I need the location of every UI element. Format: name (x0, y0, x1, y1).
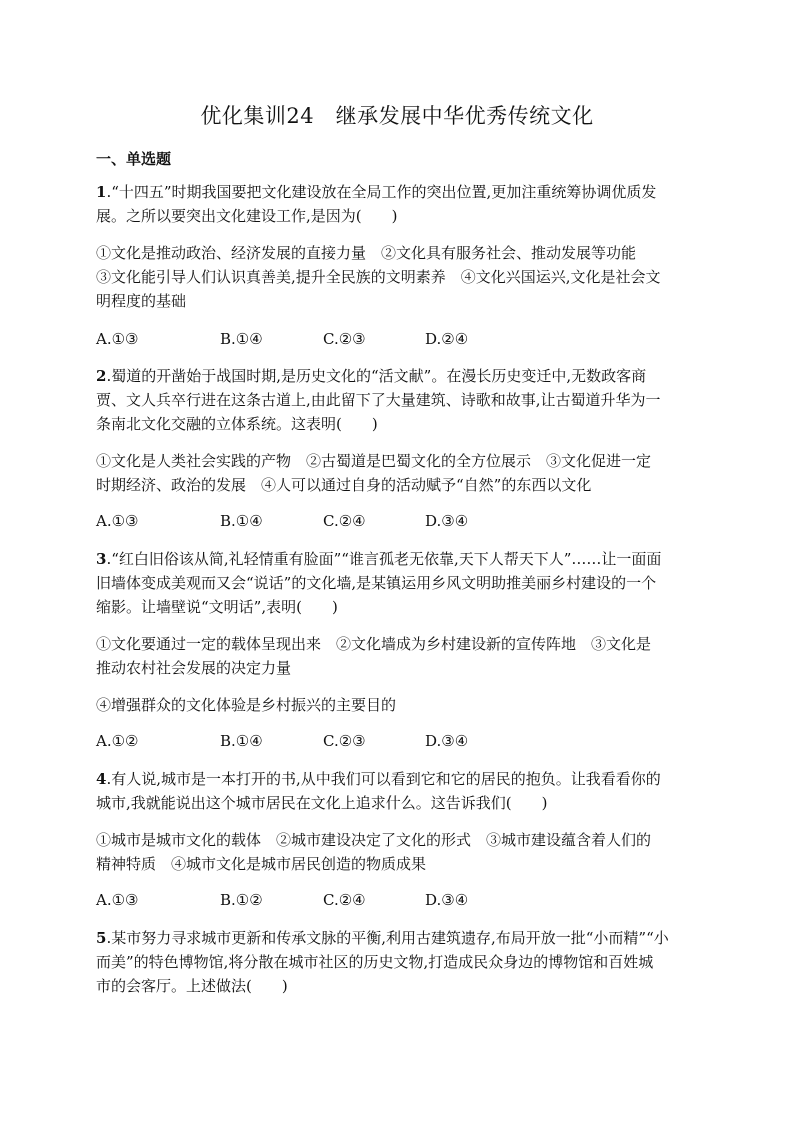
option-a[interactable]: A.①③ (96, 330, 139, 348)
stem-line: 市的会客厅。上述做法( ) (96, 977, 288, 995)
option-d[interactable]: D.②④ (425, 330, 469, 348)
item-line: ③文化能引导人们认识真善美,提升全民族的文明素养 ④文化兴国运兴,文化是社会文 (96, 268, 661, 286)
item-line: ①城市是城市文化的载体 ②城市建设决定了文化的形式 ③城市建设蕴含着人们的 (96, 831, 652, 849)
stem-line: 而美”的特色博物馆,将分散在城市社区的历史文物,打造成民众身边的博物馆和百姓城 (96, 953, 654, 971)
option-c[interactable]: C.②④ (323, 891, 366, 909)
question-1-stem (96, 180, 700, 228)
item-line: 推动农村社会发展的决定力量 (96, 659, 292, 677)
item-line: ①文化是推动政治、经济发展的直接力量 ②文化具有服务社会、推动发展等功能 (96, 244, 637, 262)
question-3-items (96, 632, 700, 680)
stem-line: 条南北文化交融的立体系统。这表明( ) (96, 415, 378, 433)
stem-line: .“十四五”时期我国要把文化建设放在全局工作的突出位置,更加注重统筹协调优质发 (106, 183, 657, 201)
section-heading: 一、单选题 (96, 150, 172, 168)
question-number: 2 (96, 367, 107, 385)
option-a[interactable]: A.①③ (96, 891, 139, 909)
question-number: 3 (96, 550, 107, 568)
stem-line: .“红白旧俗该从简,礼轻情重有脸面”“谁言孤老无依靠,天下人帮天下人”……让一面面 (106, 550, 662, 568)
option-b[interactable]: B.①④ (220, 512, 263, 530)
question-2-items (96, 449, 700, 497)
option-d[interactable]: D.③④ (425, 732, 469, 750)
option-d[interactable]: D.③④ (425, 891, 469, 909)
stem-line: 城市,我就能说出这个城市居民在文化上追求什么。这告诉我们( ) (96, 794, 548, 812)
question-5-stem (96, 926, 700, 998)
item-line: 明程度的基础 (96, 292, 187, 310)
stem-line: 展。之所以要突出文化建设工作,是因为( ) (96, 207, 398, 225)
page-title: 优化集训24 继承发展中华优秀传统文化 (200, 104, 594, 128)
option-c[interactable]: C.②③ (323, 330, 366, 348)
stem-line: 旧墙体变成美观而又会“说话”的文化墙,是某镇运用乡风文明助推美丽乡村建设的一个 (96, 574, 657, 592)
stem-line: 缩影。让墙壁说“文明话”,表明( ) (96, 598, 338, 616)
stem-line: .有人说,城市是一本打开的书,从中我们可以看到它和它的居民的抱负。让我看看你的 (106, 770, 661, 788)
option-b[interactable]: B.①② (220, 891, 263, 909)
question-number: 4 (96, 770, 107, 788)
stem-line: .某市努力寻求城市更新和传承文脉的平衡,利用古建筑遗存,布局开放一批“小而精”“小 (106, 929, 669, 947)
question-4-items (96, 828, 700, 876)
item-line: ①文化要通过一定的载体呈现出来 ②文化墙成为乡村建设新的宣传阵地 ③文化是 (96, 635, 652, 653)
question-1-options (96, 330, 700, 350)
option-b[interactable]: B.①④ (220, 330, 263, 348)
question-1-items (96, 241, 700, 313)
item-line: 时期经济、政治的发展 ④人可以通过自身的活动赋予“自然”的东西以文化 (96, 476, 592, 494)
item-line: 精神特质 ④城市文化是城市居民创造的物质成果 (96, 855, 427, 873)
option-b[interactable]: B.①④ (220, 732, 263, 750)
question-number: 5 (96, 929, 107, 947)
item-line: ①文化是人类社会实践的产物 ②古蜀道是巴蜀文化的全方位展示 ③文化促进一定 (96, 452, 652, 470)
item-line: ④增强群众的文化体验是乡村振兴的主要目的 (96, 696, 397, 714)
question-3-items-extra (96, 693, 700, 717)
question-4-options (96, 891, 700, 911)
option-a[interactable]: A.①② (96, 732, 139, 750)
option-c[interactable]: C.②③ (323, 732, 366, 750)
stem-line: .蜀道的开凿始于战国时期,是历史文化的“活文献”。在漫长历史变迁中,无数政客商 (106, 367, 647, 385)
question-2-options (96, 512, 700, 532)
question-4-stem (96, 767, 700, 815)
stem-line: 贾、文人兵卒行进在这条古道上,由此留下了大量建筑、诗歌和故事,让古蜀道升华为一 (96, 391, 661, 409)
option-c[interactable]: C.②④ (323, 512, 366, 530)
question-number: 1 (96, 183, 107, 201)
question-2-stem (96, 364, 700, 436)
option-a[interactable]: A.①③ (96, 512, 139, 530)
question-3-stem (96, 547, 700, 619)
question-3-options (96, 732, 700, 752)
option-d[interactable]: D.③④ (425, 512, 469, 530)
